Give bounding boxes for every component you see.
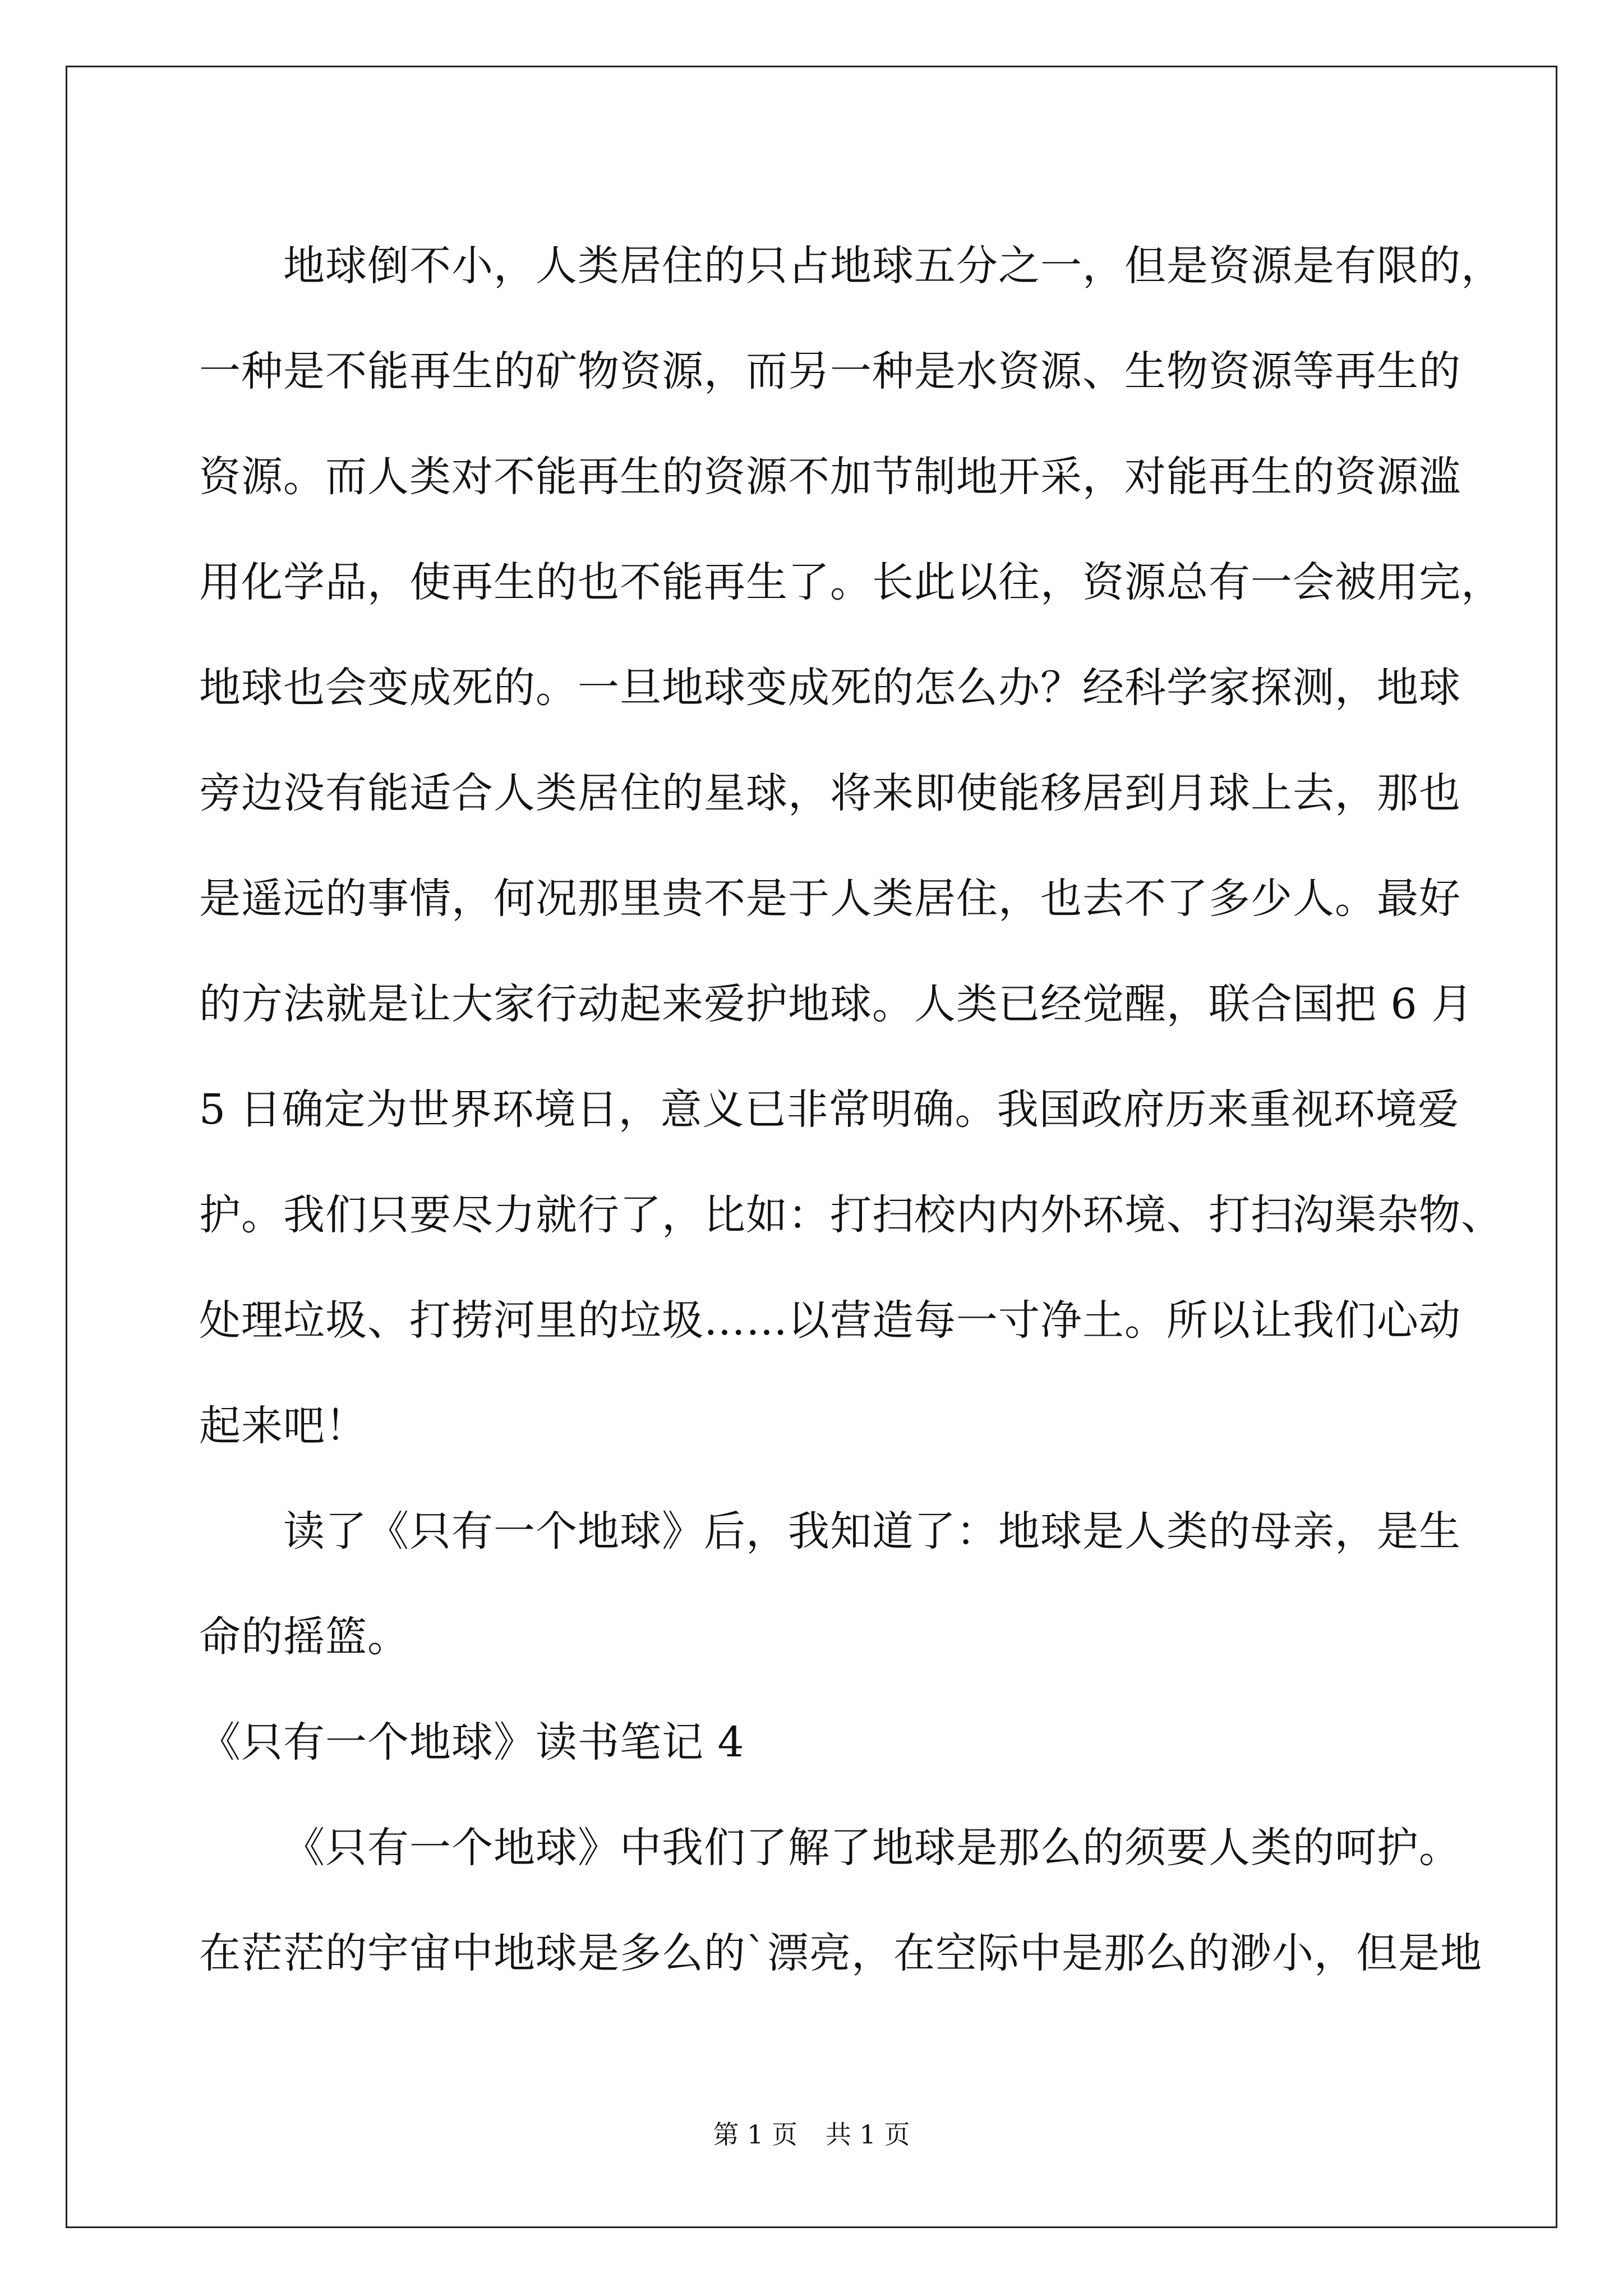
paragraph-line: 一种是不能再生的矿物资源，而另一种是水资源、生物资源等再生的: [199, 347, 1461, 395]
paragraph-line: 用化学品，使再生的也不能再生了。长此以往，资源总有一会被用完，: [199, 558, 1503, 606]
paragraph-line: 《只有一个地球》中我们了解了地球是那么的须要人类的呵护。: [283, 1824, 1461, 1872]
paragraph-line: 处理垃圾、打捞河里的垃圾……以营造每一寸净土。所以让我们心动: [199, 1296, 1461, 1345]
page-footer: [0, 2118, 1623, 2151]
page-number-current: 第 1 页: [713, 2119, 797, 2150]
paragraph-line: 地球倒不小，人类居住的只占地球五分之一，但是资源是有限的，: [283, 242, 1503, 290]
paragraph-line: 旁边没有能适合人类居住的星球，将来即使能移居到月球上去，那也: [199, 769, 1461, 817]
section-heading: 《只有一个地球》读书笔记 4: [199, 1718, 745, 1766]
paragraph-line: 在茫茫的宇宙中地球是多么的`漂亮，在空际中是那么的渺小，但是地: [199, 1929, 1482, 1977]
paragraph-line: 5 日确定为世界环境日，意义已非常明确。我国政府历来重视环境爱: [199, 1085, 1460, 1134]
page-number-total: 共 1 页: [826, 2119, 910, 2150]
document-body: [199, 213, 1503, 2006]
paragraph-line: 护。我们只要尽力就行了，比如：打扫校内内外环境、打扫沟渠杂物、: [199, 1191, 1503, 1239]
paragraph-line: 地球也会变成死的。一旦地球变成死的怎么办？经科学家探测，地球: [199, 664, 1461, 712]
paragraph-line: 读了《只有一个地球》后，我知道了：地球是人类的母亲，是生: [283, 1507, 1461, 1556]
paragraph-line: 资源。而人类对不能再生的资源不加节制地开采，对能再生的资源滥: [199, 453, 1461, 501]
paragraph-line: 的方法就是让大家行动起来爱护地球。人类已经觉醒，联合国把 6 月: [199, 980, 1474, 1028]
paragraph-line: 命的摇篮。: [199, 1613, 409, 1661]
paragraph-line: 起来吧！: [199, 1402, 367, 1450]
paragraph-line: 是遥远的事情，何况那里贵不是于人类居住，也去不了多少人。最好: [199, 875, 1461, 923]
